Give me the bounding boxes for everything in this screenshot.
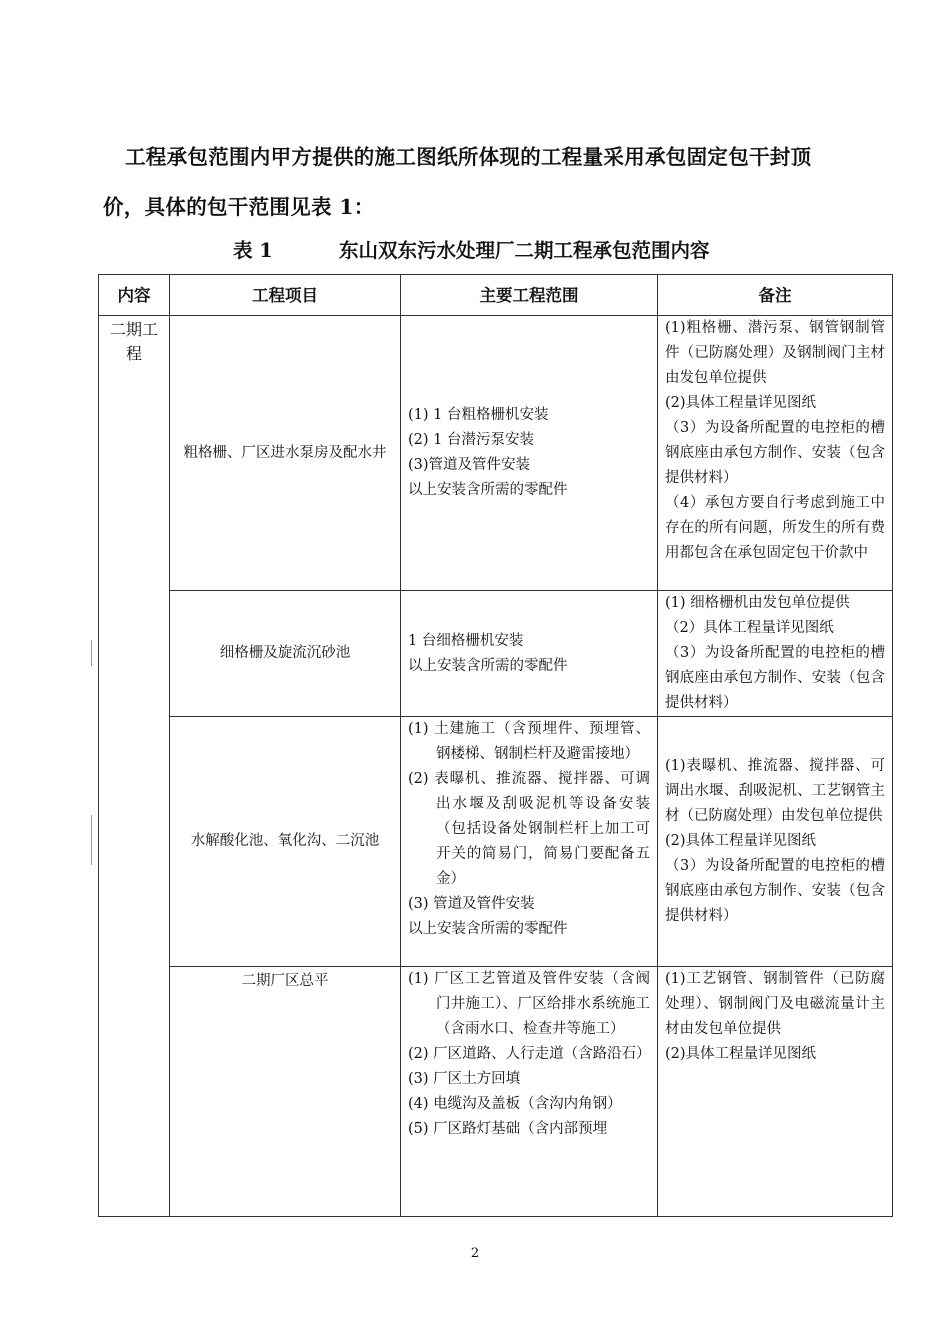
header-remarks: 备注 (658, 275, 893, 316)
table-row (99, 717, 893, 967)
remarks-cell (658, 591, 893, 717)
remark-item: (1)工艺钢管、钢制管件（已防腐处理）、钢制阀门及电磁流量计主材由发包单位提供 (665, 971, 885, 1037)
remark-item: (1)粗格栅、潜污泵、钢管钢制管件（已防腐处理）及钢制阀门主材由发包单位提供 (665, 320, 885, 386)
table-number: 表 1 (233, 239, 273, 262)
scope-item: (1) 土建施工（含预埋件、预埋管、钢楼梯、钢制栏杆及避雷接地） (408, 721, 650, 762)
remarks-cell (658, 717, 893, 967)
remark-item: （4）承包方要自行考虑到施工中存在的所有问题，所发生的所有费用都包含在承包固定包干价款中 (665, 495, 885, 561)
header-content: 内容 (99, 275, 170, 316)
remarks-cell (658, 316, 893, 591)
scope-item: (3) 管道及管件安装 (408, 896, 535, 912)
scope-list (408, 717, 650, 917)
scope-item: (2) 厂区道路、人行走道（含路沿石） (408, 1046, 651, 1062)
scope-table (98, 274, 893, 1217)
scope-item: (3)管道及管件安装 (408, 457, 531, 473)
margin-mark (91, 815, 92, 865)
scope-cell (401, 591, 658, 717)
remark-item: (2)具体工程量详见图纸 (665, 1046, 817, 1062)
scope-item: (5) 厂区路灯基础（含内部预埋 (408, 1121, 608, 1137)
table-caption (0, 236, 950, 266)
table-row (99, 316, 893, 591)
scope-item: 1 台细格栅机安装 (408, 632, 524, 649)
project-cell: 二期厂区总平 (170, 967, 401, 1217)
scope-item: (1) 厂区工艺管道及管件安装（含阀门井施工）、厂区给排水系统施工（含雨水口、检查井等施工） (408, 971, 650, 1037)
category-cell: 二期工程 (99, 316, 170, 1217)
intro-line-1: 工程承包范围内甲方提供的施工图纸所体现的工程量采用承包固定包干封顶 (125, 145, 812, 169)
intro-paragraph (103, 132, 873, 232)
scope-item: (3) 厂区土方回填 (408, 1071, 521, 1087)
remarks-cell (658, 967, 893, 1217)
table-header-row (99, 275, 893, 316)
header-scope: 主要工程范围 (401, 275, 658, 316)
header-project: 工程项目 (170, 275, 401, 316)
remark-item: (1)表曝机、推流器、搅拌器、可调出水堰、刮吸泥机、工艺钢管主材（已防腐处理）由发包单位提供 (665, 758, 885, 824)
table-title: 东山双东污水处理厂二期工程承包范围内容 (339, 239, 710, 262)
remark-item: （3）为设备所配置的电控柜的槽钢底座由承包方制作、安装（包含提供材料） (665, 420, 885, 486)
scope-cell (401, 967, 658, 1217)
remark-item: （3）为设备所配置的电控柜的槽钢底座由承包方制作、安装（包含提供材料） (665, 645, 885, 711)
remark-item: (1) 细格栅机由发包单位提供 (665, 595, 850, 611)
scope-item: 以上安装含所需的零配件 (408, 657, 568, 674)
project-cell: 细格栅及旋流沉砂池 (170, 591, 401, 717)
scope-item: 以上安装含所需的零配件 (408, 482, 568, 498)
scope-cell (401, 316, 658, 591)
remark-item: (2)具体工程量详见图纸 (665, 833, 817, 849)
remark-item: （3）为设备所配置的电控柜的槽钢底座由承包方制作、安装（包含提供材料） (665, 858, 885, 924)
scope-item: (1) 1 台粗格栅机安装 (408, 407, 549, 423)
scope-item: (2) 1 台潜污泵安装 (408, 432, 534, 448)
remark-item: (2)具体工程量详见图纸 (665, 395, 817, 411)
scope-cell (401, 717, 658, 967)
page-number: 2 (470, 1246, 480, 1261)
margin-mark (91, 640, 92, 666)
scope-item: (4) 电缆沟及盖板（含沟内角钢） (408, 1096, 622, 1112)
scope-item: (2) 表曝机、推流器、搅拌器、可调出水堰及刮吸泥机等设备安装（包括设备处钢制栏杆上加工可开关的简易门，简易门要配备五金） (408, 771, 650, 887)
scope-note: 以上安装含所需的零配件 (408, 921, 568, 937)
remark-item: （2）具体工程量详见图纸 (665, 620, 834, 636)
scope-list (408, 967, 650, 1142)
project-cell: 粗格栅、厂区进水泵房及配水井 (170, 316, 401, 591)
project-cell: 水解酸化池、氧化沟、二沉池 (170, 717, 401, 967)
table-row (99, 591, 893, 717)
intro-line-2: 价，具体的包干范围见表 1： (103, 195, 375, 219)
table-row (99, 967, 893, 1217)
